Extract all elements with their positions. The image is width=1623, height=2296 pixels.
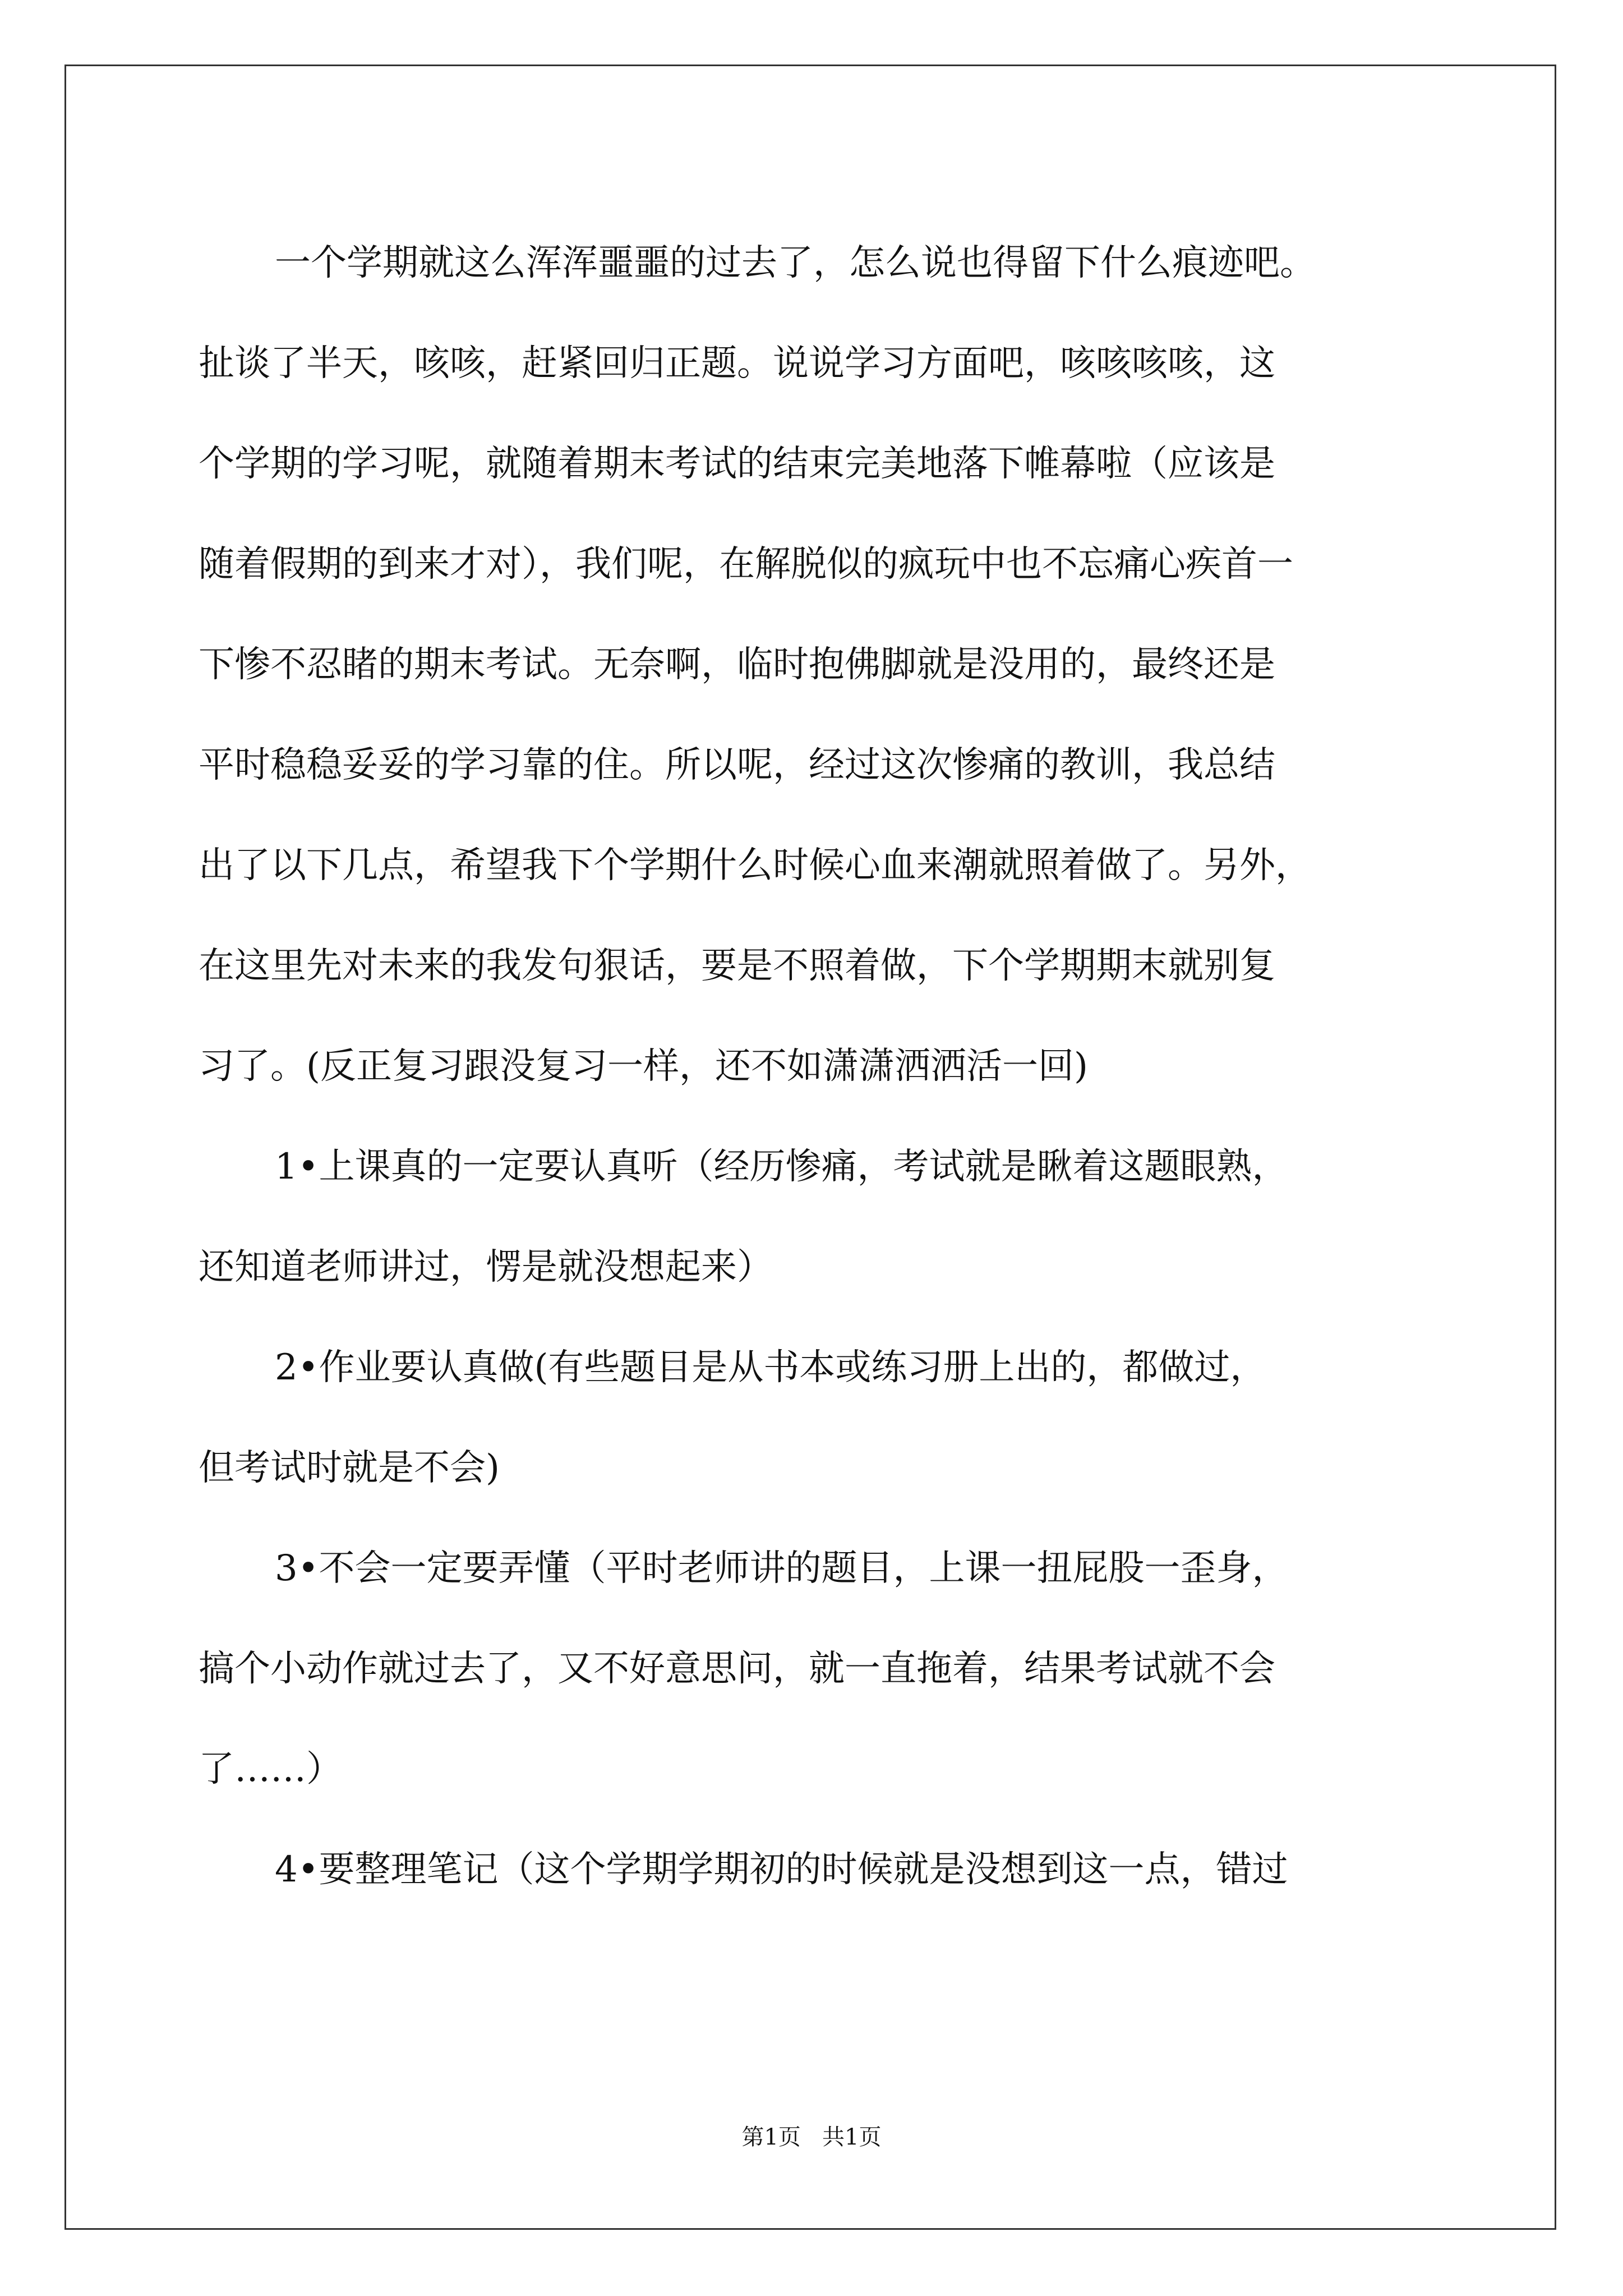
text-line: 出了以下几点，希望我下个学期什么时候心血来潮就照着做了。另外，	[199, 845, 1311, 886]
text-line: 但考试时就是不会)	[199, 1447, 500, 1489]
text-line: 还知道老师讲过，愣是就没想起来）	[199, 1246, 773, 1288]
text-line: 扯谈了半天，咳咳，赶紧回归正题。说说学习方面吧，咳咳咳咳，这	[199, 343, 1275, 384]
list-item-4: 4•要整理笔记（这个学期学期初的时候就是没想到这一点，错过	[275, 1849, 1288, 1890]
text-line: 一个学期就这么浑浑噩噩的过去了，怎么说也得留下什么痕迹吧。	[275, 242, 1316, 284]
text-line: 下惨不忍睹的期末考试。无奈啊，临时抱佛脚就是没用的，最终还是	[199, 644, 1275, 685]
text-line: 随着假期的到来才对），我们呢，在解脱似的疯玩中也不忘痛心疾首一	[199, 544, 1293, 585]
list-item-1: 1•上课真的一定要认真听（经历惨痛，考试就是瞅着这题眼熟，	[275, 1146, 1288, 1188]
page-number-footer: 第1页 共1页	[741, 2124, 882, 2150]
text-line: 搞个小动作就过去了，又不好意思问，就一直拖着，结果考试就不会	[199, 1648, 1275, 1690]
text-line: 个学期的学习呢，就随着期末考试的结束完美地落下帷幕啦（应该是	[199, 443, 1275, 485]
text-line: 习了。(反正复习跟没复习一样，还不如潇潇洒洒活一回)	[199, 1046, 1088, 1087]
list-item-2: 2•作业要认真做(有些题目是从书本或练习册上出的，都做过，	[275, 1347, 1266, 1388]
document-body	[199, 213, 1449, 1920]
text-line: 了……）	[199, 1749, 342, 1790]
text-line: 平时稳稳妥妥的学习靠的住。所以呢，经过这次惨痛的教训，我总结	[199, 744, 1275, 786]
list-item-3: 3•不会一定要弄懂（平时老师讲的题目，上课一扭屁股一歪身，	[275, 1548, 1288, 1589]
text-line: 在这里先对未来的我发句狠话，要是不照着做，下个学期期末就别复	[199, 945, 1275, 987]
